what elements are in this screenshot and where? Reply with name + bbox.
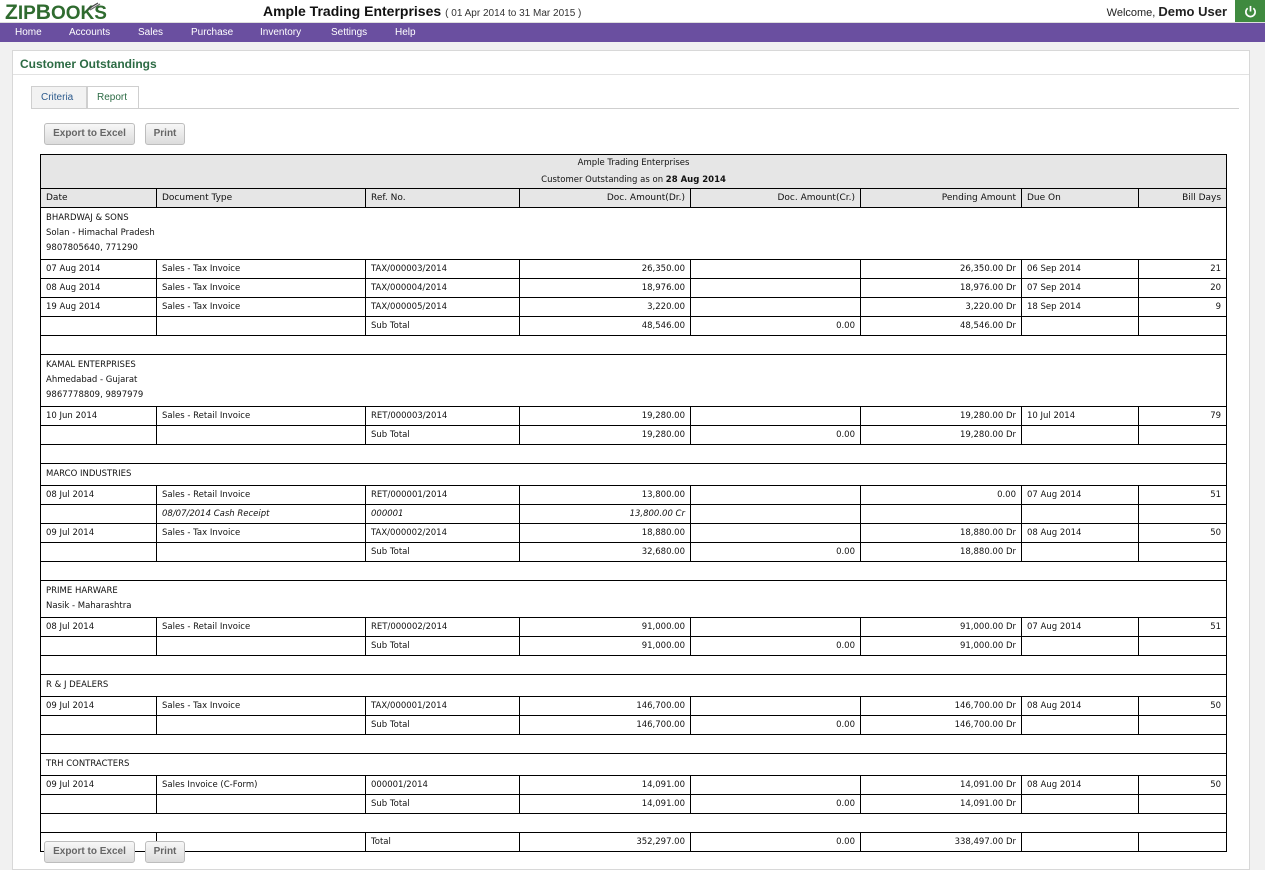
customer-name: TRH CONTRACTERS: [46, 759, 130, 769]
spacer-row: [41, 562, 1227, 581]
customer-location: Ahmedabad - Gujarat: [46, 375, 138, 385]
invoice-row: [41, 486, 1227, 505]
cell: [691, 524, 861, 543]
nav-accounts[interactable]: Accounts: [69, 27, 111, 38]
cell: 352,297.00: [520, 833, 691, 852]
cell: 0.00: [691, 716, 861, 735]
cell: 07 Aug 2014: [41, 260, 157, 279]
customer-header-row: [41, 464, 1227, 486]
nav-inventory[interactable]: Inventory: [260, 27, 302, 38]
cell: TAX/000005/2014: [366, 298, 520, 317]
cell: [1139, 543, 1227, 562]
customer-info: [41, 208, 1227, 260]
export-excel-button-top[interactable]: Export to Excel: [44, 123, 135, 145]
customer-location: Solan - Himachal Pradesh: [46, 228, 155, 238]
invoice-row: [41, 776, 1227, 795]
cell: Sales - Tax Invoice: [157, 298, 366, 317]
zipbooks-logo[interactable]: ZIPBOOKS: [5, 1, 107, 24]
subtotal-row: [41, 795, 1227, 814]
cell: 91,000.00 Dr: [861, 637, 1022, 656]
cell: 14,091.00: [520, 776, 691, 795]
invoice-row: [41, 279, 1227, 298]
cell: [861, 505, 1022, 524]
customer-header-row: [41, 208, 1227, 260]
cell: 51: [1139, 486, 1227, 505]
cell: [41, 716, 157, 735]
cell: 26,350.00: [520, 260, 691, 279]
tab-report[interactable]: Report: [87, 86, 139, 109]
customer-phone: 9867778809, 9897979: [46, 390, 144, 400]
cell: Sub Total: [366, 426, 520, 445]
cell: 48,546.00: [520, 317, 691, 336]
cell: Sub Total: [366, 637, 520, 656]
cell: 91,000.00: [520, 618, 691, 637]
cell: [691, 486, 861, 505]
cell: 09 Jul 2014: [41, 697, 157, 716]
cell: [41, 317, 157, 336]
cell: 09 Jul 2014: [41, 776, 157, 795]
subtotal-row: [41, 317, 1227, 336]
cell: 18 Sep 2014: [1022, 298, 1139, 317]
cell: Total: [366, 833, 520, 852]
report-company: Ample Trading Enterprises: [41, 155, 1227, 172]
cell: 79: [1139, 407, 1227, 426]
cell: TAX/000003/2014: [366, 260, 520, 279]
col-pending-amount: Pending Amount: [861, 189, 1022, 208]
receipt-row: [41, 505, 1227, 524]
cell: Sales Invoice (C-Form): [157, 776, 366, 795]
cell: [157, 716, 366, 735]
cell: 19 Aug 2014: [41, 298, 157, 317]
cell: 000001/2014: [366, 776, 520, 795]
cell: [1139, 505, 1227, 524]
power-icon: [1244, 5, 1257, 18]
cell: 3,220.00: [520, 298, 691, 317]
cell: [1022, 795, 1139, 814]
title-divider: [13, 74, 1249, 75]
cell: [157, 637, 366, 656]
cell: 07 Sep 2014: [1022, 279, 1139, 298]
cell: Sub Total: [366, 795, 520, 814]
cell: 08 Aug 2014: [1022, 776, 1139, 795]
nav-purchase[interactable]: Purchase: [191, 27, 234, 38]
nav-home[interactable]: Home: [15, 27, 42, 38]
cell: 0.00: [691, 833, 861, 852]
cell: 18,976.00: [520, 279, 691, 298]
cell: [41, 505, 157, 524]
cell: [691, 697, 861, 716]
invoice-row: [41, 697, 1227, 716]
spacer-cell: [41, 445, 1227, 464]
column-header-row: [41, 189, 1227, 208]
nav-sales[interactable]: Sales: [138, 27, 164, 38]
spacer-cell: [41, 336, 1227, 355]
cell: 32,680.00: [520, 543, 691, 562]
cell: [1022, 426, 1139, 445]
customer-info: [41, 675, 1227, 697]
subtotal-row: [41, 716, 1227, 735]
cell: 338,497.00 Dr: [861, 833, 1022, 852]
cell: 0.00: [691, 543, 861, 562]
cell: [157, 317, 366, 336]
cell: 18,880.00 Dr: [861, 543, 1022, 562]
total-row: [41, 833, 1227, 852]
invoice-row: [41, 618, 1227, 637]
cell: Sub Total: [366, 716, 520, 735]
cell: [1022, 543, 1139, 562]
cell: [1022, 317, 1139, 336]
spacer-cell: [41, 735, 1227, 754]
customer-header-row: [41, 675, 1227, 697]
print-button-top[interactable]: Print: [145, 123, 185, 145]
cell: 13,800.00 Cr: [520, 505, 691, 524]
cell: [691, 260, 861, 279]
customer-info: [41, 464, 1227, 486]
cell: Sales - Retail Invoice: [157, 486, 366, 505]
cell: RET/000002/2014: [366, 618, 520, 637]
cell: 10 Jun 2014: [41, 407, 157, 426]
cell: [1139, 426, 1227, 445]
cell: [157, 833, 366, 852]
cell: 51: [1139, 618, 1227, 637]
cell: 0.00: [691, 317, 861, 336]
cell: [691, 618, 861, 637]
customer-name: KAMAL ENTERPRISES: [46, 360, 136, 370]
cell: 146,700.00 Dr: [861, 697, 1022, 716]
cell: 000001: [366, 505, 520, 524]
customer-phone: 9807805640, 771290: [46, 243, 138, 253]
cell: 0.00: [691, 637, 861, 656]
cell: 14,091.00 Dr: [861, 795, 1022, 814]
cell: [1139, 716, 1227, 735]
cell: 146,700.00 Dr: [861, 716, 1022, 735]
spacer-row: [41, 656, 1227, 675]
cell: [1022, 716, 1139, 735]
subtotal-row: [41, 426, 1227, 445]
cell: [1022, 505, 1139, 524]
customer-header-row: [41, 355, 1227, 407]
col-doc-amount-cr: Doc. Amount(Cr.): [691, 189, 861, 208]
customer-name: BHARDWAJ & SONS: [46, 213, 129, 223]
cell: 14,091.00: [520, 795, 691, 814]
cell: 21: [1139, 260, 1227, 279]
cell: [157, 543, 366, 562]
cell: 06 Sep 2014: [1022, 260, 1139, 279]
cell: [691, 505, 861, 524]
cell: 08 Jul 2014: [41, 486, 157, 505]
cell: [1139, 833, 1227, 852]
customer-header-row: [41, 754, 1227, 776]
cell: 20: [1139, 279, 1227, 298]
cell: [157, 426, 366, 445]
cell: [691, 776, 861, 795]
page-title: Customer Outstandings: [20, 57, 157, 71]
logout-button[interactable]: [1235, 0, 1265, 22]
tab-criteria[interactable]: Criteria: [31, 86, 87, 109]
cell: TAX/000002/2014: [366, 524, 520, 543]
cell: 18,880.00: [520, 524, 691, 543]
cell: 08/07/2014 Cash Receipt: [157, 505, 366, 524]
cell: 09 Jul 2014: [41, 524, 157, 543]
cell: 07 Aug 2014: [1022, 618, 1139, 637]
cell: [41, 637, 157, 656]
cell: [157, 795, 366, 814]
customer-header-row: [41, 581, 1227, 618]
cell: Sub Total: [366, 543, 520, 562]
cell: [1022, 833, 1139, 852]
nav-help[interactable]: Help: [395, 27, 416, 38]
customer-name: PRIME HARWARE: [46, 586, 118, 596]
cell: 146,700.00: [520, 716, 691, 735]
cell: 3,220.00 Dr: [861, 298, 1022, 317]
col-bill-days: Bill Days: [1139, 189, 1227, 208]
cell: [691, 407, 861, 426]
cell: RET/000003/2014: [366, 407, 520, 426]
cell: 19,280.00 Dr: [861, 426, 1022, 445]
col-document-type: Document Type: [157, 189, 366, 208]
customer-info: [41, 355, 1227, 407]
spacer-row: [41, 735, 1227, 754]
cell: 91,000.00: [520, 637, 691, 656]
cell: Sales - Tax Invoice: [157, 279, 366, 298]
cell: Sales - Retail Invoice: [157, 618, 366, 637]
print-button-bottom[interactable]: Print: [145, 841, 185, 863]
cell: 50: [1139, 524, 1227, 543]
cell: 91,000.00 Dr: [861, 618, 1022, 637]
cell: 19,280.00: [520, 426, 691, 445]
spacer-cell: [41, 656, 1227, 675]
cell: 19,280.00: [520, 407, 691, 426]
subtotal-row: [41, 637, 1227, 656]
user-name[interactable]: Demo User: [1158, 4, 1227, 19]
invoice-row: [41, 298, 1227, 317]
cell: 19,280.00 Dr: [861, 407, 1022, 426]
col-ref-no: Ref. No.: [366, 189, 520, 208]
cell: Sales - Tax Invoice: [157, 697, 366, 716]
export-excel-button-bottom[interactable]: Export to Excel: [44, 841, 135, 863]
logo-swoosh-icon: [87, 1, 101, 11]
cell: 18,880.00 Dr: [861, 524, 1022, 543]
spacer-row: [41, 814, 1227, 833]
cell: [41, 795, 157, 814]
cell: 146,700.00: [520, 697, 691, 716]
cell: 08 Jul 2014: [41, 618, 157, 637]
invoice-row: [41, 524, 1227, 543]
cell: 0.00: [861, 486, 1022, 505]
col-doc-amount-dr: Doc. Amount(Dr.): [520, 189, 691, 208]
cell: [1022, 637, 1139, 656]
cell: 08 Aug 2014: [41, 279, 157, 298]
report-subtitle-row: [41, 172, 1227, 189]
cell: Sub Total: [366, 317, 520, 336]
spacer-cell: [41, 814, 1227, 833]
invoice-row: [41, 260, 1227, 279]
cell: 0.00: [691, 795, 861, 814]
cell: TAX/000001/2014: [366, 697, 520, 716]
report-company-row: [41, 155, 1227, 172]
company-title: Ample Trading Enterprises ( 01 Apr 2014 to 31 Mar 2015 ): [263, 3, 582, 19]
col-due-on: Due On: [1022, 189, 1139, 208]
cell: 13,800.00: [520, 486, 691, 505]
cell: [691, 298, 861, 317]
spacer-row: [41, 336, 1227, 355]
tab-divider: [31, 108, 1239, 109]
col-date: Date: [41, 189, 157, 208]
cell: 9: [1139, 298, 1227, 317]
main-nav: [0, 23, 1265, 42]
cell: 50: [1139, 697, 1227, 716]
cell: RET/000001/2014: [366, 486, 520, 505]
customer-info: [41, 754, 1227, 776]
cell: 10 Jul 2014: [1022, 407, 1139, 426]
cell: [1139, 317, 1227, 336]
cell: Sales - Tax Invoice: [157, 260, 366, 279]
spacer-cell: [41, 562, 1227, 581]
cell: 14,091.00 Dr: [861, 776, 1022, 795]
cell: [41, 426, 157, 445]
customer-name: R & J DEALERS: [46, 680, 109, 690]
cell: [41, 543, 157, 562]
cell: [1139, 795, 1227, 814]
cell: 0.00: [691, 426, 861, 445]
nav-settings[interactable]: Settings: [331, 27, 368, 38]
report-subtitle: Customer Outstanding as on 28 Aug 2014: [41, 172, 1227, 189]
cell: 26,350.00 Dr: [861, 260, 1022, 279]
spacer-row: [41, 445, 1227, 464]
subtotal-row: [41, 543, 1227, 562]
customer-info: [41, 581, 1227, 618]
cell: 08 Aug 2014: [1022, 524, 1139, 543]
cell: Sales - Tax Invoice: [157, 524, 366, 543]
welcome-text: Welcome, Demo User: [1106, 4, 1227, 19]
cell: 07 Aug 2014: [1022, 486, 1139, 505]
cell: [691, 279, 861, 298]
cell: [1139, 637, 1227, 656]
cell: 48,546.00 Dr: [861, 317, 1022, 336]
cell: Sales - Retail Invoice: [157, 407, 366, 426]
top-header: [0, 0, 1265, 23]
outstanding-report-table: [40, 154, 1227, 852]
cell: 50: [1139, 776, 1227, 795]
cell: 08 Aug 2014: [1022, 697, 1139, 716]
customer-name: MARCO INDUSTRIES: [46, 469, 132, 479]
cell: 18,976.00 Dr: [861, 279, 1022, 298]
cell: TAX/000004/2014: [366, 279, 520, 298]
invoice-row: [41, 407, 1227, 426]
customer-location: Nasik - Maharashtra: [46, 601, 132, 611]
